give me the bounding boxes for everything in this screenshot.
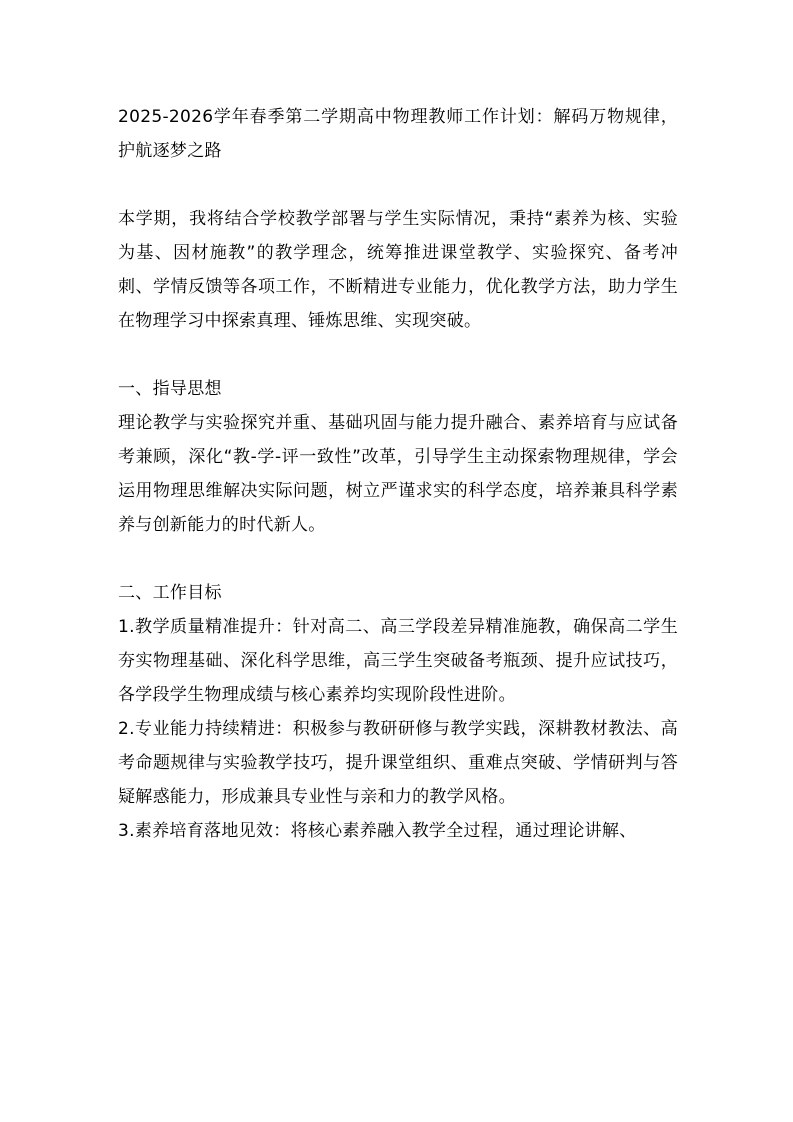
goal-item-professional-ability: 2.专业能力持续精进：积极参与教研研修与教学实践，深耕教材教法、高考命题规律与实验教学技巧，提升课堂组织、重难点突破、学情研判与答疑解惑能力，形成兼具专业性与亲和力的教学风格。 bbox=[118, 719, 678, 807]
guiding-ideology-paragraph: 理论教学与实验探究并重、基础巩固与能力提升融合、素养培育与应试备考兼顾，深化“教-学-评一致性”改革，引导学生主动探索物理规律，学会运用物理思维解决实际问题，树立严谨求实的科学态度，培养兼具科学素养与创新能力的时代新人。 bbox=[118, 413, 678, 535]
document-body bbox=[118, 100, 678, 848]
document-title: 2025-2026学年春季第二学期高中物理教师工作计划：解码万物规律，护航逐梦之路 bbox=[118, 107, 678, 161]
section-heading-work-goals: 二、工作目标 bbox=[118, 583, 222, 603]
goal-item-literacy-cultivation: 3.素养培育落地见效：将核心素养融入教学全过程，通过理论讲解、 bbox=[118, 821, 637, 841]
goal-item-teaching-quality: 1.教学质量精准提升：针对高二、高三学段差异精准施教，确保高二学生夯实物理基础、深化科学思维，高三学生突破备考瓶颈、提升应试技巧，各学段学生物理成绩与核心素养均实现阶段性进阶。 bbox=[118, 617, 678, 705]
intro-paragraph: 本学期，我将结合学校教学部署与学生实际情况，秉持“素养为核、实验为基、因材施教”的教学理念，统筹推进课堂教学、实验探究、备考冲刺、学情反馈等各项工作，不断精进专业能力，优化教学方法，助力学生在物理学习中探索真理、锤炼思维、实现突破。 bbox=[118, 209, 678, 331]
section-heading-guiding-ideology: 一、指导思想 bbox=[118, 379, 222, 399]
